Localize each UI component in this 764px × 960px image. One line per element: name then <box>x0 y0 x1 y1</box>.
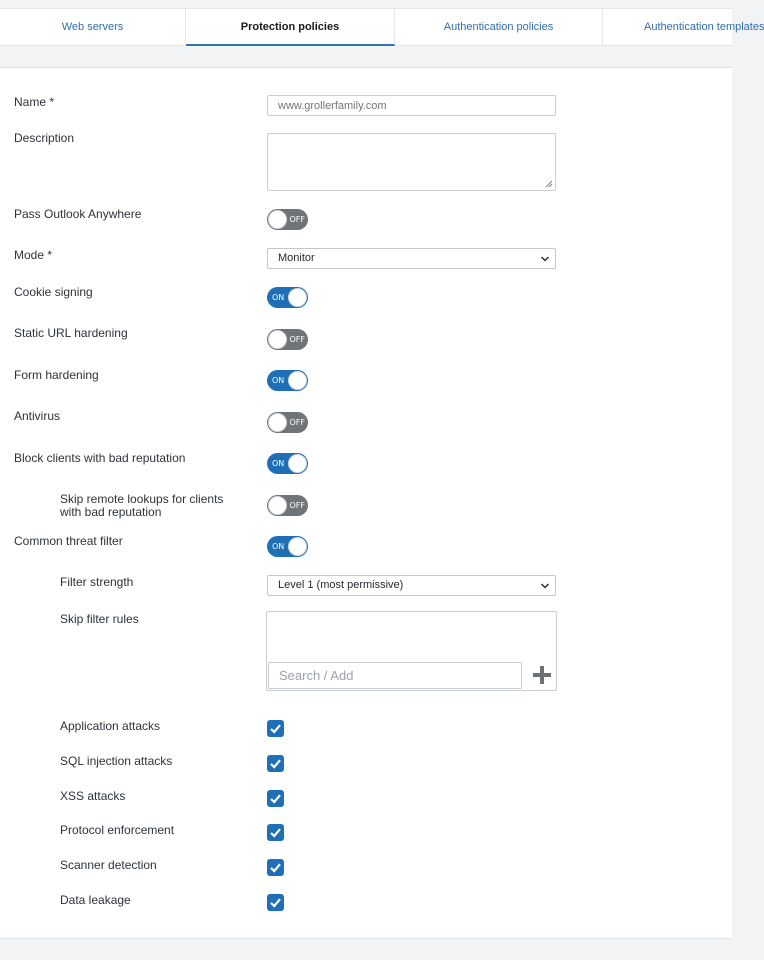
skip-filter-rules-label: Skip filter rules <box>60 612 139 626</box>
protocol-enforcement-label: Protocol enforcement <box>60 823 175 837</box>
pass-outlook-label: Pass Outlook Anywhere <box>14 207 142 221</box>
toggle-state-label: ON <box>272 542 285 551</box>
name-label: Name * <box>14 95 55 109</box>
antivirus-label: Antivirus <box>14 409 61 423</box>
search-add-input[interactable]: Search / Add <box>268 662 522 689</box>
mode-select-value: Monitor <box>278 252 315 264</box>
skip-remote-lookups-label <box>60 493 223 519</box>
filter-strength-select[interactable] <box>267 575 556 596</box>
checkmark-icon <box>269 792 282 805</box>
skip-remote-lookups-label-line1: Skip remote lookups for clients <box>60 492 224 506</box>
sql-injection-label: SQL injection attacks <box>60 754 173 768</box>
cookie-signing-toggle[interactable] <box>267 287 308 308</box>
filter-strength-label: Filter strength <box>60 575 134 589</box>
tab-bar <box>0 8 764 46</box>
protection-policy-form <box>0 67 732 939</box>
block-bad-reputation-label: Block clients with bad reputation <box>14 451 186 465</box>
toggle-state-label: ON <box>272 376 285 385</box>
tab-authentication-policies[interactable]: Authentication policies <box>395 9 603 46</box>
skip-filter-rules-list[interactable] <box>266 611 557 691</box>
sql-injection-checkbox[interactable] <box>267 755 284 772</box>
checkmark-icon <box>269 861 282 874</box>
description-label: Description <box>14 131 75 145</box>
common-threat-filter-label: Common threat filter <box>14 534 123 548</box>
tab-web-servers[interactable]: Web servers <box>0 9 186 46</box>
pass-outlook-toggle[interactable] <box>267 209 308 230</box>
toggle-state-label: ON <box>272 293 285 302</box>
toggle-knob <box>288 454 307 473</box>
mode-label: Mode * <box>14 248 53 262</box>
toggle-knob <box>288 371 307 390</box>
form-hardening-label: Form hardening <box>14 368 99 382</box>
toggle-knob <box>268 496 287 515</box>
filter-strength-value: Level 1 (most permissive) <box>278 579 404 591</box>
skip-remote-lookups-label-line2: with bad reputation <box>60 505 162 519</box>
application-attacks-label: Application attacks <box>60 719 161 733</box>
toggle-knob <box>268 413 287 432</box>
cookie-signing-label: Cookie signing <box>14 285 93 299</box>
resize-grip-icon[interactable] <box>545 180 553 188</box>
common-threat-filter-toggle[interactable] <box>267 536 308 557</box>
form-hardening-toggle[interactable] <box>267 370 308 391</box>
toggle-state-label: OFF <box>289 501 305 510</box>
toggle-state-label: OFF <box>289 335 305 344</box>
toggle-state-label: ON <box>272 459 285 468</box>
chevron-down-icon <box>540 254 550 264</box>
static-url-label: Static URL hardening <box>14 326 128 340</box>
data-leakage-label: Data leakage <box>60 893 131 907</box>
description-field[interactable] <box>267 133 556 191</box>
block-bad-reputation-toggle[interactable] <box>267 453 308 474</box>
plus-icon[interactable] <box>532 665 552 685</box>
xss-attacks-label: XSS attacks <box>60 789 126 803</box>
chevron-down-icon <box>540 581 550 591</box>
data-leakage-checkbox[interactable] <box>267 894 284 911</box>
checkmark-icon <box>269 826 282 839</box>
toggle-knob <box>268 330 287 349</box>
static-url-toggle[interactable] <box>267 329 308 350</box>
tab-authentication-templates[interactable]: Authentication templates <box>644 21 764 33</box>
scanner-detection-checkbox[interactable] <box>267 859 284 876</box>
checkmark-icon <box>269 757 282 770</box>
xss-attacks-checkbox[interactable] <box>267 790 284 807</box>
checkmark-icon <box>269 722 282 735</box>
toggle-knob <box>288 537 307 556</box>
toggle-knob <box>288 288 307 307</box>
scanner-detection-label: Scanner detection <box>60 858 157 872</box>
checkmark-icon <box>269 896 282 909</box>
toggle-state-label: OFF <box>289 215 305 224</box>
antivirus-toggle[interactable] <box>267 412 308 433</box>
mode-select[interactable] <box>267 248 556 269</box>
name-field[interactable] <box>267 95 556 116</box>
skip-remote-lookups-toggle[interactable] <box>267 495 308 516</box>
toggle-knob <box>268 210 287 229</box>
protocol-enforcement-checkbox[interactable] <box>267 824 284 841</box>
toggle-state-label: OFF <box>289 418 305 427</box>
tab-protection-policies[interactable]: Protection policies <box>186 9 395 46</box>
application-attacks-checkbox[interactable] <box>267 720 284 737</box>
